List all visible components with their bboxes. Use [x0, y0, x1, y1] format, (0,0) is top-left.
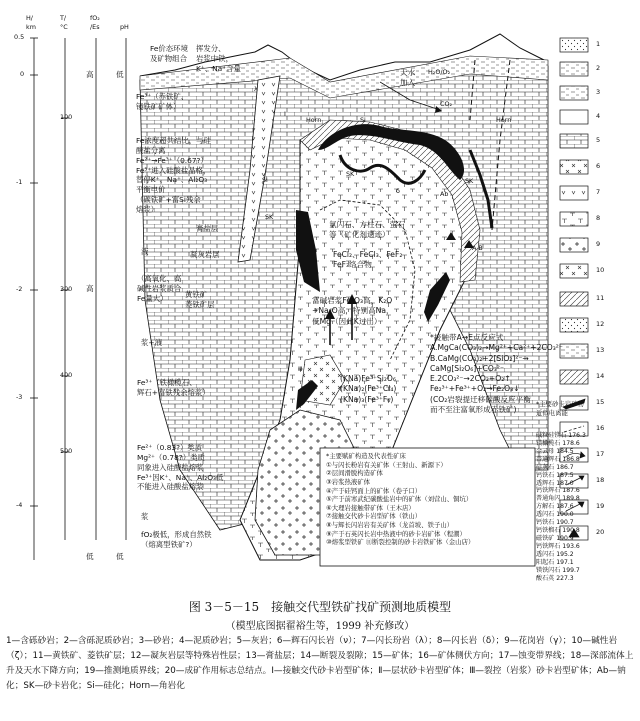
- label-meteoric: 天水 加入: [400, 68, 416, 88]
- ph-low: 低: [116, 70, 124, 79]
- legend-description: 1—含砾砂岩；2—含砾泥质砂岩；3—砂岩；4—泥质砂岩；5—灰岩；6—辉石闪长岩（ν）；7—闪长玢岩（λ）；8—闪长岩（δ）；9—花岗岩（γ）；10—碱性岩（ζ）；11—黄铁矿、菱铁矿层；12—凝灰岩层等特殊岩性层；13—膏盐层；14—断裂及裂隙；15—矿体；16—矿体侧伏方向；17—蚀变带界线；18—深部流体上升及天水下降方向；19—推测地质界线；20—成矿作用标志总结点。Ⅰ—接触交代砂卡岩型矿体；Ⅱ—层状砂卡岩型矿体；Ⅲ—裂控（岩浆）砂卡岩型矿体；Ab—钠化；SK—砂卡岩化；Si—硅化；Horn—角岩化: [6, 636, 634, 691]
- label-ab-markers: A B: [472, 244, 483, 252]
- legend-num-7: 7: [596, 188, 601, 196]
- label-sk-right: SK: [465, 177, 474, 185]
- temp-tick-2: 400: [60, 371, 73, 379]
- label-ab: Ab: [440, 190, 449, 198]
- figure-source: （模型底图据翟裕生等，1999 补充修改）: [225, 621, 415, 632]
- phase-liquid: 液: [141, 247, 149, 256]
- legend-num-13: 13: [596, 346, 605, 354]
- fo2-high: 高: [86, 70, 94, 79]
- legend-num-12: 12: [596, 320, 605, 328]
- note-fe3: Fe³⁺（赤铁矿、 镜铁矿矿体）: [136, 92, 189, 111]
- reaction-notes: *接触带A→E点反应式 A.MgCa(CO₃)₂→Mg²⁺+Ca²⁺+2CO₃²⁻ B.CaMg(CO₃)₂+2[SiO₂]²⁻→ CaMg[Si₂O₆]+CO₃²⁻ E.2CO₃²⁻→2CO₂+O₂↑ Fe₂³⁺+Fe³⁺+O₂→Fe₂O₃↓ (CO₂岩裂提迁移碳酸反应平衡 而不至注富氧形成赤铁矿): [430, 333, 563, 414]
- label-kna-complex: (KNa)Fe³⁺Si₂O₆ (KNa)₂(Fe³⁺Cl₄) (KNa)₃(Fe³⁺F₆): [340, 374, 397, 404]
- label-i: Ⅰ: [284, 110, 286, 118]
- note-volatile: 挥发分、 岩浆中铁， K⁺、Na⁺含量: [196, 44, 241, 73]
- fo2-mid: 高: [86, 284, 94, 293]
- axis-fo2-header: fO₂: [90, 14, 100, 22]
- label-chlorapatite: 氯闪石、方柱石、萤石 等（矿化剂遗迹）: [329, 220, 405, 240]
- note-pyrite: 黄铁矿 菱铁矿层: [185, 290, 215, 309]
- label-fecl: FeCl₂、FeCl₃、FeF₂ FeF₃络合物: [333, 250, 403, 270]
- label-rich-alkali: 富碱岩浆Fe₂O₃高，K₂O +Na₂O高，特别高Na， 低Mg（因此K过出）: [312, 296, 394, 326]
- depth-tick-1: 0: [20, 70, 25, 78]
- note-fe2: Fe²⁺（0.83?）类质 Mg²⁺（0.78?）类质 同象进入硅酸盐熔浆 Fe³⁺因K⁺、Na⁺、Al₂O₃低 不能进入硅酸盐熔浆: [137, 443, 224, 492]
- label-si-top: Si: [360, 116, 366, 124]
- note-tuff: 凝灰岩层: [190, 250, 220, 259]
- legend-num-6: 6: [596, 162, 601, 170]
- figure-title: 图 3－5－15 接触交代型铁矿找矿预测地质模型: [188, 600, 452, 614]
- depth-tick-5: -4: [16, 501, 23, 509]
- label-h2o-o2: H₂O/O₂: [428, 68, 451, 76]
- note-fe-env: Fe价态环境 及矿物组合: [150, 44, 188, 63]
- legend-num-2: 2: [596, 64, 601, 72]
- note-fe-concentration: Fe浓度超共结比，与硅 酸盐分离 Fe²⁺→Fe³⁺（0.67?） Fe³⁺进入硅酸盐晶格， 替停K⁺、Na⁺、Al₂O₃ 平衡电价 （碳铁矿+富Si残余 熔浆）: [136, 136, 211, 214]
- label-sk-left: SK: [265, 213, 274, 221]
- depth-axis: [30, 38, 126, 560]
- depth-tick-3: -2: [16, 285, 23, 293]
- note-fo2-low: fO₂极低，形成自然铁 （熔离型铁矿?）: [141, 530, 212, 549]
- axis-temp-header: T/: [60, 14, 67, 22]
- axis-depth-header: H/: [26, 14, 33, 22]
- depth-tick-0: 0.5: [14, 33, 25, 41]
- label-horn-left: Horn: [306, 116, 322, 124]
- note-fe3-magma: Fe³⁺（铁橄榄石、 辉石+富铁残余熔浆）: [137, 378, 210, 397]
- label-sk-mid: SK: [346, 170, 355, 178]
- legend-num-1: 1: [596, 40, 601, 48]
- axis-fo2-unit: /Es: [90, 23, 100, 31]
- label-iii: Ⅲ: [298, 365, 303, 373]
- legend-num-16: 16: [596, 424, 605, 432]
- legend-num-9: 9: [596, 240, 601, 248]
- axis-ph-header: pH: [120, 23, 129, 31]
- axis-temp-unit: °C: [60, 23, 68, 31]
- temp-tick-0: 100: [60, 113, 73, 121]
- legend-num-11: 11: [596, 294, 605, 302]
- mineral-list-header: *主要砂卡岩矿物 近似电离能: [536, 400, 584, 417]
- phase-magma: 浆: [141, 512, 149, 521]
- label-si-left: Si: [262, 176, 268, 184]
- axis-depth-unit: km: [26, 23, 36, 31]
- label-delta: δ: [396, 187, 400, 195]
- legend-num-17: 17: [596, 450, 605, 458]
- label-co2: CO₂: [440, 100, 453, 108]
- note-high-oxidation: （高氧化、高 碱性岩浆质合 Fe量大）: [137, 274, 182, 303]
- legend-num-14: 14: [596, 372, 605, 380]
- temp-tick-1: 300: [60, 285, 73, 293]
- legend-num-19: 19: [596, 502, 605, 510]
- temp-tick-3: 500: [60, 447, 73, 455]
- legend-num-8: 8: [596, 214, 601, 222]
- legend-num-20: 20: [596, 528, 605, 536]
- legend-num-5: 5: [596, 136, 601, 144]
- label-lambda: λ: [254, 85, 258, 93]
- ph-high: 低: [116, 552, 124, 561]
- depth-tick-2: -1: [16, 178, 23, 186]
- fo2-low: 低: [86, 552, 94, 561]
- phase-slurry: 浆+液: [141, 338, 162, 347]
- label-horn-right: Horn: [496, 116, 512, 124]
- legend-num-18: 18: [596, 476, 605, 484]
- legend-num-3: 3: [596, 88, 601, 96]
- legend-num-4: 4: [596, 112, 601, 120]
- ore-type-list: *主要赋矿构造及代表性矿床 ①与闪长粉岩有关矿体（王射山、新源下） ②层间滑脱构造矿体 ③岩浆热液矿体 ④产于硅钙面上的矿体（卷子口） ⑤产于前寒武纪碳酸盐岩中的矿体（刘营山、铜坑） ⑥大理岩接触带矿体（王木店） ⑦接触交代砂卡岩型矿体（铁山） ⑧与辉长闪岩岩有关矿体（龙首坡、铁子山） ⑨产于石英闪长岩中热液中的砂卡岩矿体（程潮） ⑩熔浆型铁矿 ⑪断裂控制的砂卡岩铁矿体（金山店）: [326, 452, 475, 547]
- legend-num-15: 15: [596, 398, 605, 406]
- note-gypsum: 膏盐层: [196, 224, 219, 233]
- legend-num-10: 10: [596, 266, 605, 274]
- depth-tick-4: -3: [16, 393, 23, 401]
- mineral-list: 碱粒硅镁石 176.3 镁橄榄石 178.6 金云母 184.5 普通辉石 186.8 硅灰石 186.7 钙铁石 187.5 透辉石 187.0 钙铁辉石 187.6 普通角闪 189.8 方解石 187.6 透闪石 190.0 钙铁石 190.7 钙铁榴石 190.8 磁铁矿 190.9 钙铁辉石 193.6 透闪石 195.2 阳起石 197.1 镁铁闪石 199.7 酸石英 227.3: [536, 432, 586, 582]
